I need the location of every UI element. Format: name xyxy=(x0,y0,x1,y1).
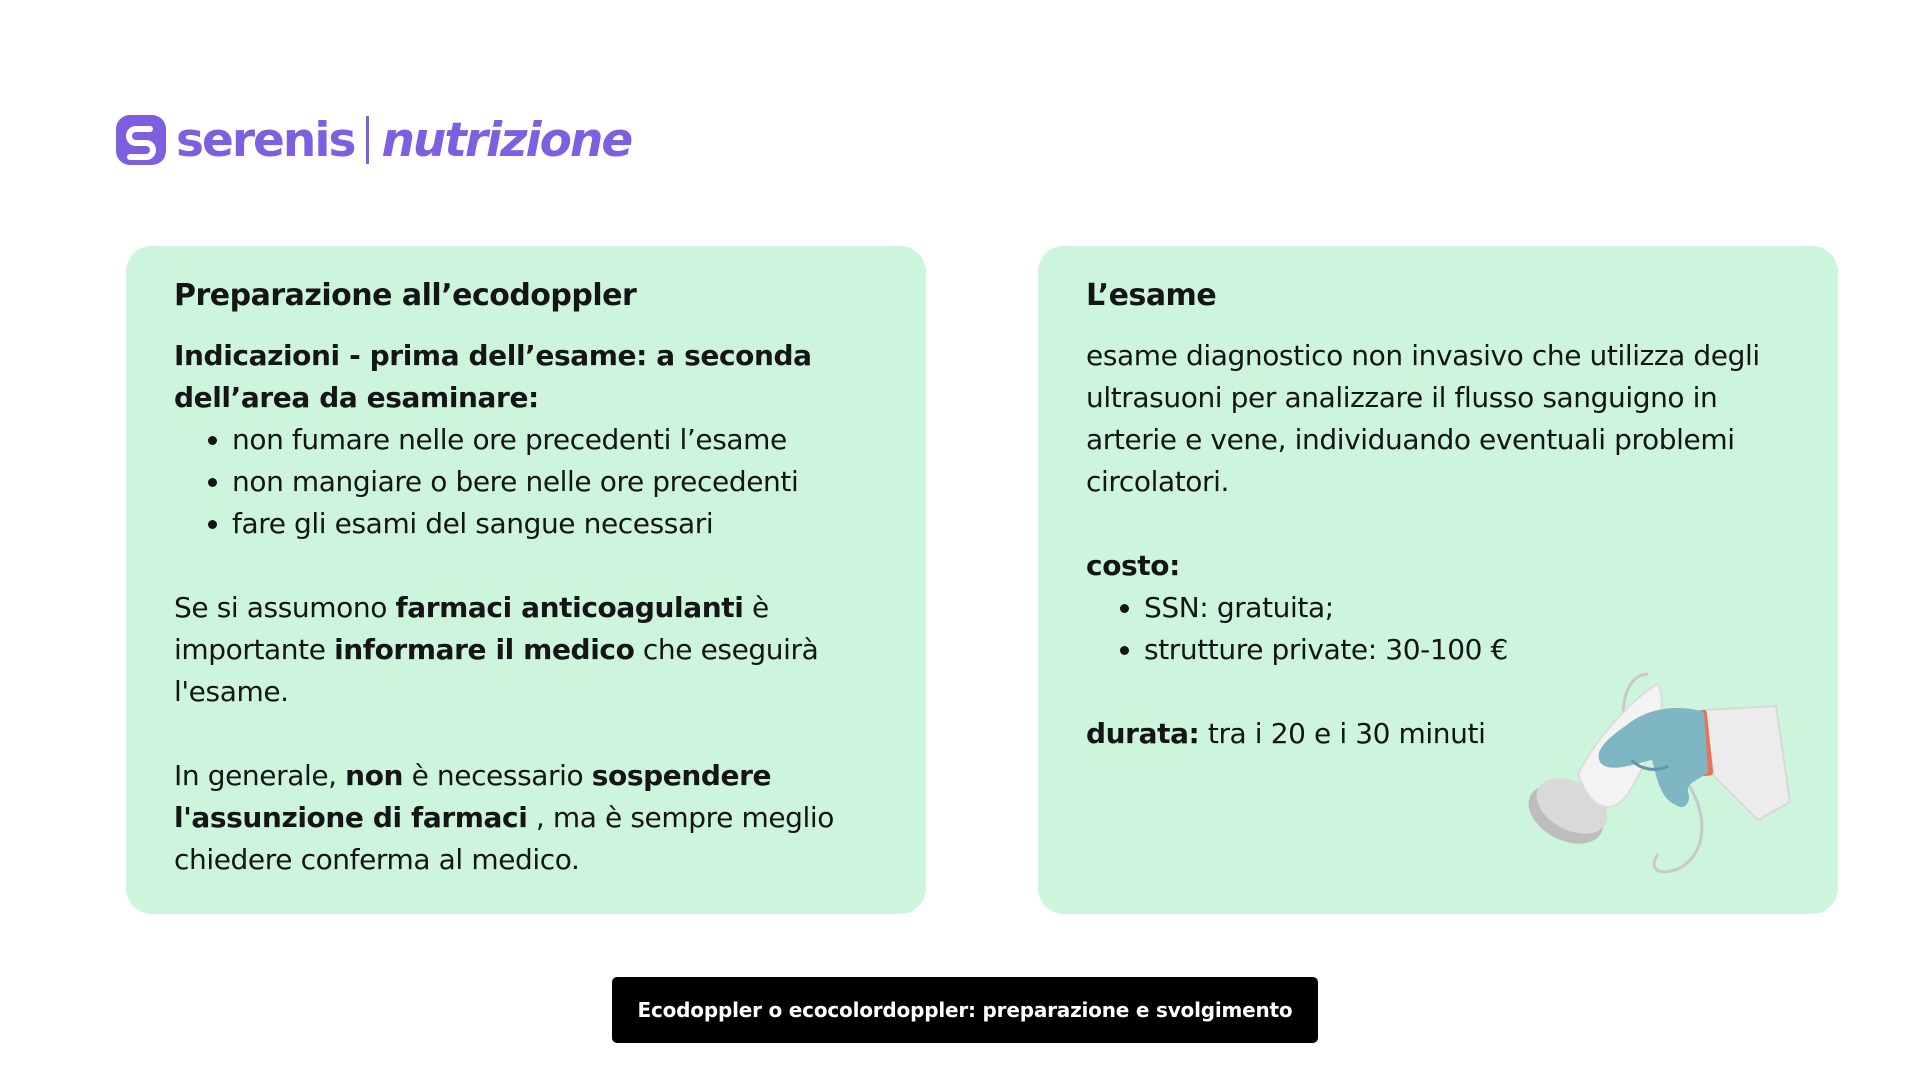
ultrasound-probe-hand-illustration xyxy=(1508,664,1808,884)
preparation-title: Preparazione all’ecodoppler xyxy=(174,278,637,313)
brand-logo xyxy=(116,112,631,168)
list-item: • non fumare nelle ore precedenti l’esame xyxy=(232,419,878,461)
medication-paragraph: In generale, non è necessario sospendere l'assunzione di farmaci , ma è sempre meglio chiedere conferma al medico. xyxy=(174,759,835,876)
indications-list xyxy=(174,419,878,545)
indications-heading: Indicazioni - prima dell’esame: a seconda dell’area da esaminare: xyxy=(174,339,812,414)
brand-subname: nutrizione xyxy=(381,112,632,168)
list-item: • non mangiare o bere nelle ore precedenti xyxy=(232,461,878,503)
brand-divider xyxy=(366,116,369,164)
brand-name: serenis xyxy=(176,112,355,168)
exam-title: L’esame xyxy=(1086,278,1217,313)
list-item: • SSN: gratuita; xyxy=(1144,587,1790,629)
cost-label: costo: xyxy=(1086,549,1180,582)
anticoagulant-paragraph: Se si assumono farmaci anticoagulanti è importante informare il medico che eseguirà l'esame. xyxy=(174,591,819,708)
serenis-s-logo-icon xyxy=(116,115,166,165)
cost-list xyxy=(1086,587,1790,671)
list-item: • fare gli esami del sangue necessari xyxy=(232,503,878,545)
exam-card xyxy=(1038,246,1838,914)
caption-banner: Ecodoppler o ecocolordoppler: preparazione e svolgimento xyxy=(612,977,1318,1043)
duration-line: durata: tra i 20 e i 30 minuti xyxy=(1086,717,1486,750)
exam-description: esame diagnostico non invasivo che utilizza degli ultrasuoni per analizzare il flusso sanguigno in arterie e vene, individuando eventuali problemi circolatori. xyxy=(1086,339,1760,498)
preparation-card xyxy=(126,246,926,914)
list-item: • strutture private: 30-100 € xyxy=(1144,629,1790,671)
